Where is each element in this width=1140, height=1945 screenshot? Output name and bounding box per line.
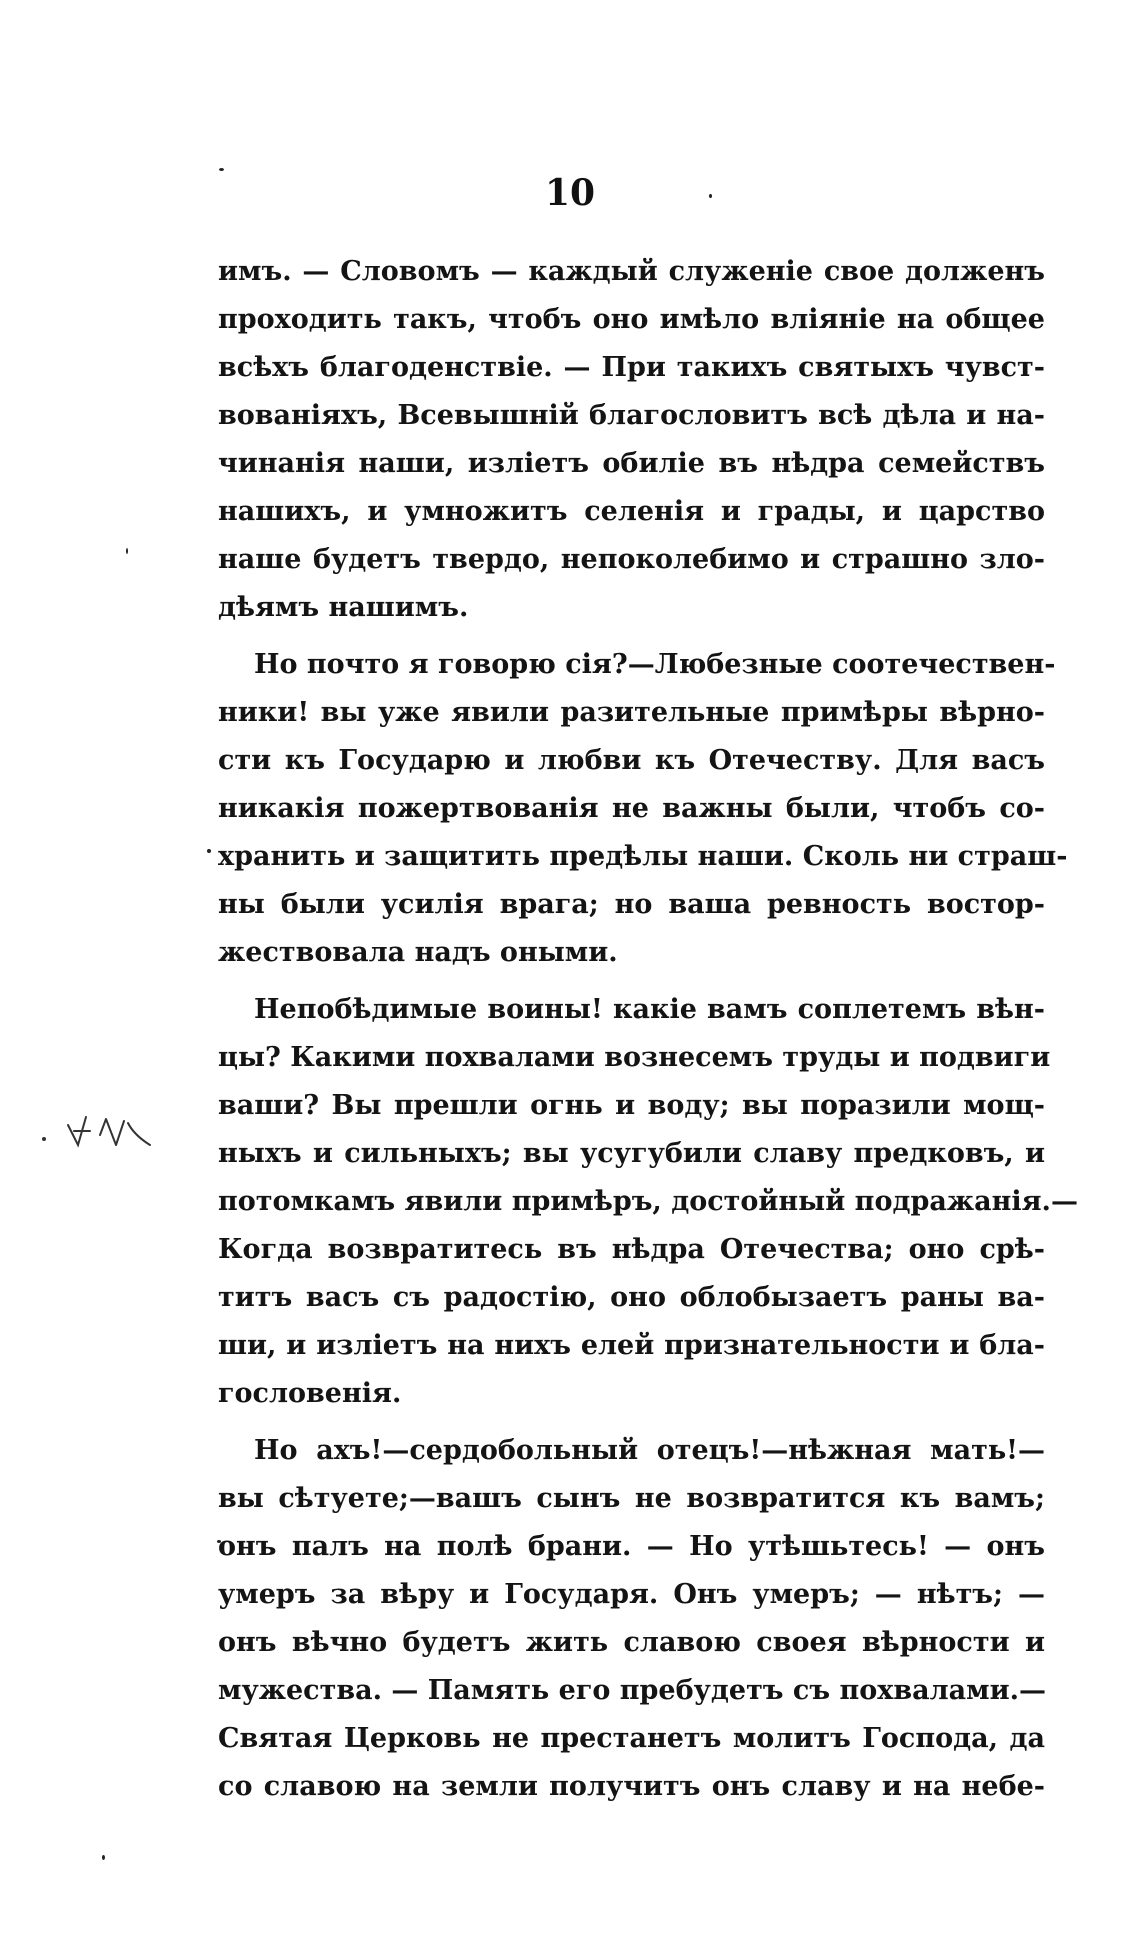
- text-line: мужества. — Память его пребудетъ съ похвалами.—: [218, 1675, 1046, 1706]
- text-line: Но почто я говорю сія?—Любезные соотечествен-: [254, 649, 1056, 680]
- text-line: жествовала надъ оными.: [218, 937, 618, 968]
- text-line: потомкамъ явили примѣръ, достойный подражанія.—: [218, 1186, 1078, 1217]
- text-line: Но ахъ!—сердобольный отецъ!—нѣжная мать!—: [254, 1435, 1045, 1466]
- scan-speck: [219, 168, 224, 171]
- scan-speck: [126, 548, 128, 554]
- text-line: ны были усилія врага; но ваша ревность востор-: [218, 889, 1045, 920]
- text-line: ники! вы уже явили разительные примѣры вѣрно-: [218, 697, 1045, 728]
- text-line: титъ васъ съ радостію, оно облобызаетъ раны ва-: [218, 1282, 1045, 1313]
- text-line: дѣямъ нашимъ.: [218, 592, 469, 623]
- text-line: со славою на земли получитъ онъ славу и на небе-: [218, 1771, 1045, 1802]
- page-number: 10: [544, 172, 596, 214]
- text-line: хранить и защитить предѣлы наши. Сколь ни страш-: [218, 841, 1068, 872]
- text-line: вованіяхъ, Всевышній благословитъ всѣ дѣла и на-: [218, 400, 1045, 431]
- paragraph-3: [218, 986, 1078, 1418]
- text-line: наше будетъ твердо, непоколебимо и страшно зло-: [218, 544, 1045, 575]
- text-line: всѣхъ благоденствіе. — При такихъ святыхъ чувст-: [218, 352, 1045, 383]
- text-line: вы сѣтуете;—вашъ сынъ не возвратится къ вамъ;: [218, 1483, 1045, 1514]
- paragraph-2: [218, 641, 1068, 977]
- scan-speck: [102, 1855, 105, 1860]
- text-line: Святая Церковь не престанетъ молитъ Господа, да: [218, 1723, 1045, 1754]
- text-line: онъ палъ на полѣ брани. — Но утѣшьтесь! — онъ: [218, 1531, 1045, 1562]
- text-line: цы? Какими похвалами вознесемъ труды и подвиги: [218, 1042, 1051, 1073]
- text-line: сти къ Государю и любви къ Отечеству. Для васъ: [218, 745, 1045, 776]
- handwritten-margin-note: [38, 1105, 158, 1165]
- text-line: никакія пожертвованія не важны были, чтобъ со-: [218, 793, 1045, 824]
- text-line: умеръ за вѣру и Государя. Онъ умеръ; — нѣтъ; —: [218, 1579, 1045, 1610]
- paragraph-1: [218, 248, 1045, 632]
- scan-speck: [207, 849, 211, 853]
- text-line: чинанія наши, изліетъ обиліе въ нѣдра семействъ: [218, 448, 1045, 479]
- text-line: имъ. — Словомъ — каждый служеніе свое долженъ: [218, 256, 1045, 287]
- text-line: ныхъ и сильныхъ; вы усугубили славу предковъ, и: [218, 1138, 1045, 1169]
- paragraph-4: [218, 1427, 1045, 1811]
- text-line: ваши? Вы прешли огнь и воду; вы поразили мощ-: [218, 1090, 1045, 1121]
- text-line: гословенія.: [218, 1378, 402, 1409]
- text-line: проходить такъ, чтобъ оно имѣло вліяніе на общее: [218, 304, 1045, 335]
- text-line: онъ вѣчно будетъ жить славою своея вѣрности и: [218, 1627, 1045, 1658]
- text-line: нашихъ, и умножитъ селенія и грады, и царство: [218, 496, 1045, 527]
- body-text: [218, 248, 1078, 1820]
- text-line: Когда возвратитесь въ нѣдра Отечества; оно срѣ-: [218, 1234, 1045, 1265]
- text-line: ши, и изліетъ на нихъ елей признательности и бла-: [218, 1330, 1045, 1361]
- text-line: Непобѣдимые воины! какіе вамъ соплетемъ вѣн-: [254, 994, 1045, 1025]
